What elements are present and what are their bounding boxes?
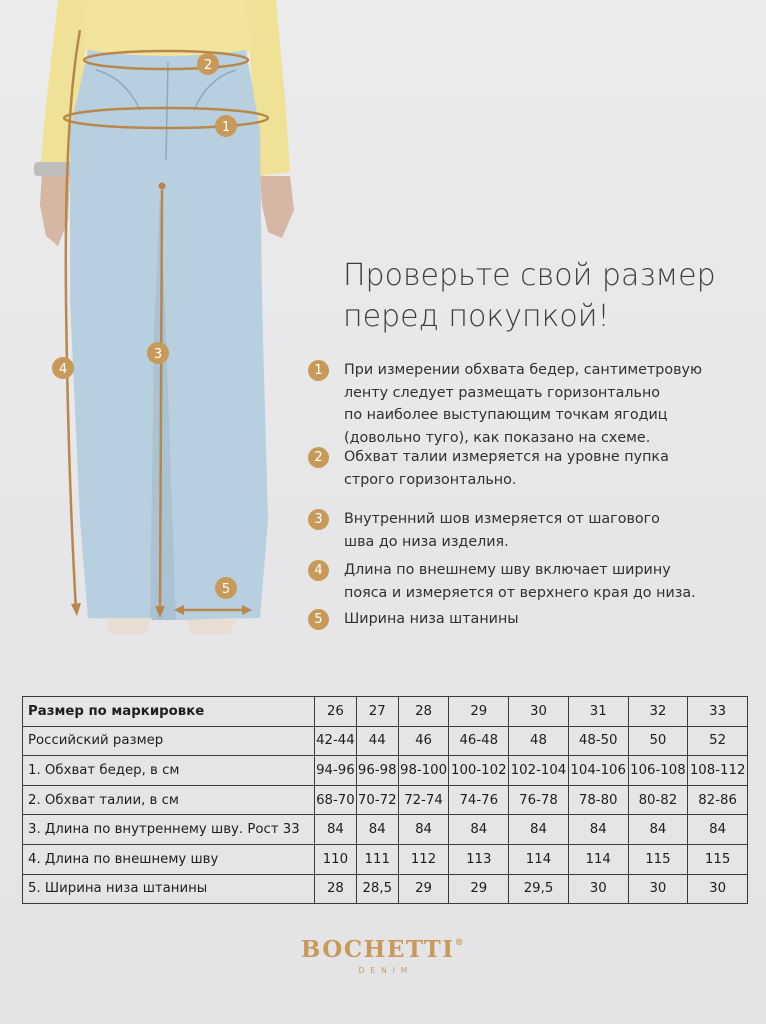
size-header-cell: 32 <box>628 697 688 727</box>
table-cell: 84 <box>449 815 509 845</box>
right-shoe <box>186 618 236 634</box>
row-label: 1. Обхват бедер, в см <box>23 756 315 786</box>
brand-logo <box>0 936 766 975</box>
table-cell: 50 <box>628 726 688 756</box>
table-cell: 29 <box>398 874 449 904</box>
table-cell: 82-86 <box>688 785 748 815</box>
table-cell: 98-100 <box>398 756 449 786</box>
row-label: Российский размер <box>23 726 315 756</box>
table-cell: 68-70 <box>315 785 357 815</box>
table-cell: 29,5 <box>509 874 569 904</box>
table-cell: 102-104 <box>509 756 569 786</box>
table-cell: 115 <box>688 844 748 874</box>
table-cell: 111 <box>356 844 398 874</box>
table-cell: 72-74 <box>398 785 449 815</box>
table-cell: 114 <box>509 844 569 874</box>
table-cell: 84 <box>356 815 398 845</box>
table-cell: 106-108 <box>628 756 688 786</box>
table-cell: 30 <box>628 874 688 904</box>
table-cell: 28 <box>315 874 357 904</box>
row-label: 4. Длина по внешнему шву <box>23 844 315 874</box>
size-header-cell: 29 <box>449 697 509 727</box>
table-cell: 74-76 <box>449 785 509 815</box>
table-header-row <box>23 697 748 727</box>
registered-mark: ® <box>454 938 466 948</box>
table-cell: 28,5 <box>356 874 398 904</box>
table-cell: 52 <box>688 726 748 756</box>
sweater-shape <box>86 0 250 57</box>
brand-name: BOCHETTI <box>300 936 455 963</box>
size-header-cell: 33 <box>688 697 748 727</box>
table-cell: 46 <box>398 726 449 756</box>
figure-label-1: 1 <box>221 120 231 135</box>
size-header-cell: 31 <box>568 697 628 727</box>
figure-label-2: 2 <box>203 58 213 73</box>
table-cell: 84 <box>628 815 688 845</box>
table-cell: 48-50 <box>568 726 628 756</box>
table-cell: 84 <box>568 815 628 845</box>
table-cell: 100-102 <box>449 756 509 786</box>
note-text: Внутренний шов измеряется от шагового шва до низа изделия. <box>344 511 660 550</box>
table-row <box>23 815 748 845</box>
table-cell: 30 <box>568 874 628 904</box>
table-cell: 78-80 <box>568 785 628 815</box>
note-number-badge: 1 <box>308 360 329 381</box>
table-cell: 48 <box>509 726 569 756</box>
headline-line-1: Проверьте свой размер <box>343 258 716 293</box>
row-label: 5. Ширина низа штанины <box>23 874 315 904</box>
table-cell: 84 <box>688 815 748 845</box>
headline-line-2: перед покупкой! <box>343 299 610 334</box>
figure-label-3: 3 <box>153 347 163 362</box>
table-cell: 94-96 <box>315 756 357 786</box>
row-label: 3. Длина по внутреннему шву. Рост 33 <box>23 815 315 845</box>
brand-wordmark <box>0 936 766 963</box>
table-cell: 44 <box>356 726 398 756</box>
page-headline <box>343 255 743 337</box>
table-cell: 96-98 <box>356 756 398 786</box>
table-row <box>23 726 748 756</box>
figure-label-4: 4 <box>58 362 68 377</box>
note-number-badge: 2 <box>308 447 329 468</box>
left-shoe <box>106 618 152 634</box>
note-number-badge: 3 <box>308 509 329 530</box>
table-cell: 84 <box>315 815 357 845</box>
table-row <box>23 756 748 786</box>
figure-label-5: 5 <box>221 582 231 597</box>
note-number-badge: 4 <box>308 560 329 581</box>
jeans-photo-diagram <box>0 0 320 660</box>
table-cell: 110 <box>315 844 357 874</box>
size-header-cell: 26 <box>315 697 357 727</box>
size-table <box>22 696 748 904</box>
table-cell: 70-72 <box>356 785 398 815</box>
table-cell: 29 <box>449 874 509 904</box>
table-cell: 42-44 <box>315 726 357 756</box>
note-text: Обхват талии измеряется на уровне пупка строго горизонтально. <box>344 449 669 488</box>
size-header-cell: 30 <box>509 697 569 727</box>
brand-subtitle: DENIM <box>358 966 414 975</box>
table-cell: 30 <box>688 874 748 904</box>
note-text: При измерении обхвата бедер, сантиметровую ленту следует размещать горизонтально по наиболее выступающим точкам ягодиц (довольно туго), как показано на схеме. <box>344 362 703 446</box>
table-cell: 46-48 <box>449 726 509 756</box>
note-text: Ширина низа штанины <box>344 611 519 627</box>
table-cell: 115 <box>628 844 688 874</box>
table-cell: 114 <box>568 844 628 874</box>
right-hand <box>260 176 294 238</box>
table-cell: 80-82 <box>628 785 688 815</box>
table-cell: 113 <box>449 844 509 874</box>
table-cell: 76-78 <box>509 785 569 815</box>
size-header-cell: 27 <box>356 697 398 727</box>
table-cell: 84 <box>398 815 449 845</box>
table-cell: 104-106 <box>568 756 628 786</box>
note-text: Длина по внешнему шву включает ширину пояса и измеряется от верхнего края до низа. <box>344 562 696 601</box>
table-cell: 108-112 <box>688 756 748 786</box>
note-number-badge: 5 <box>308 609 329 630</box>
size-header-cell: 28 <box>398 697 449 727</box>
table-row <box>23 874 748 904</box>
table-row <box>23 844 748 874</box>
table-header-label: Размер по маркировке <box>23 697 315 727</box>
table-cell: 112 <box>398 844 449 874</box>
table-cell: 84 <box>509 815 569 845</box>
table-row <box>23 785 748 815</box>
row-label: 2. Обхват талии, в см <box>23 785 315 815</box>
